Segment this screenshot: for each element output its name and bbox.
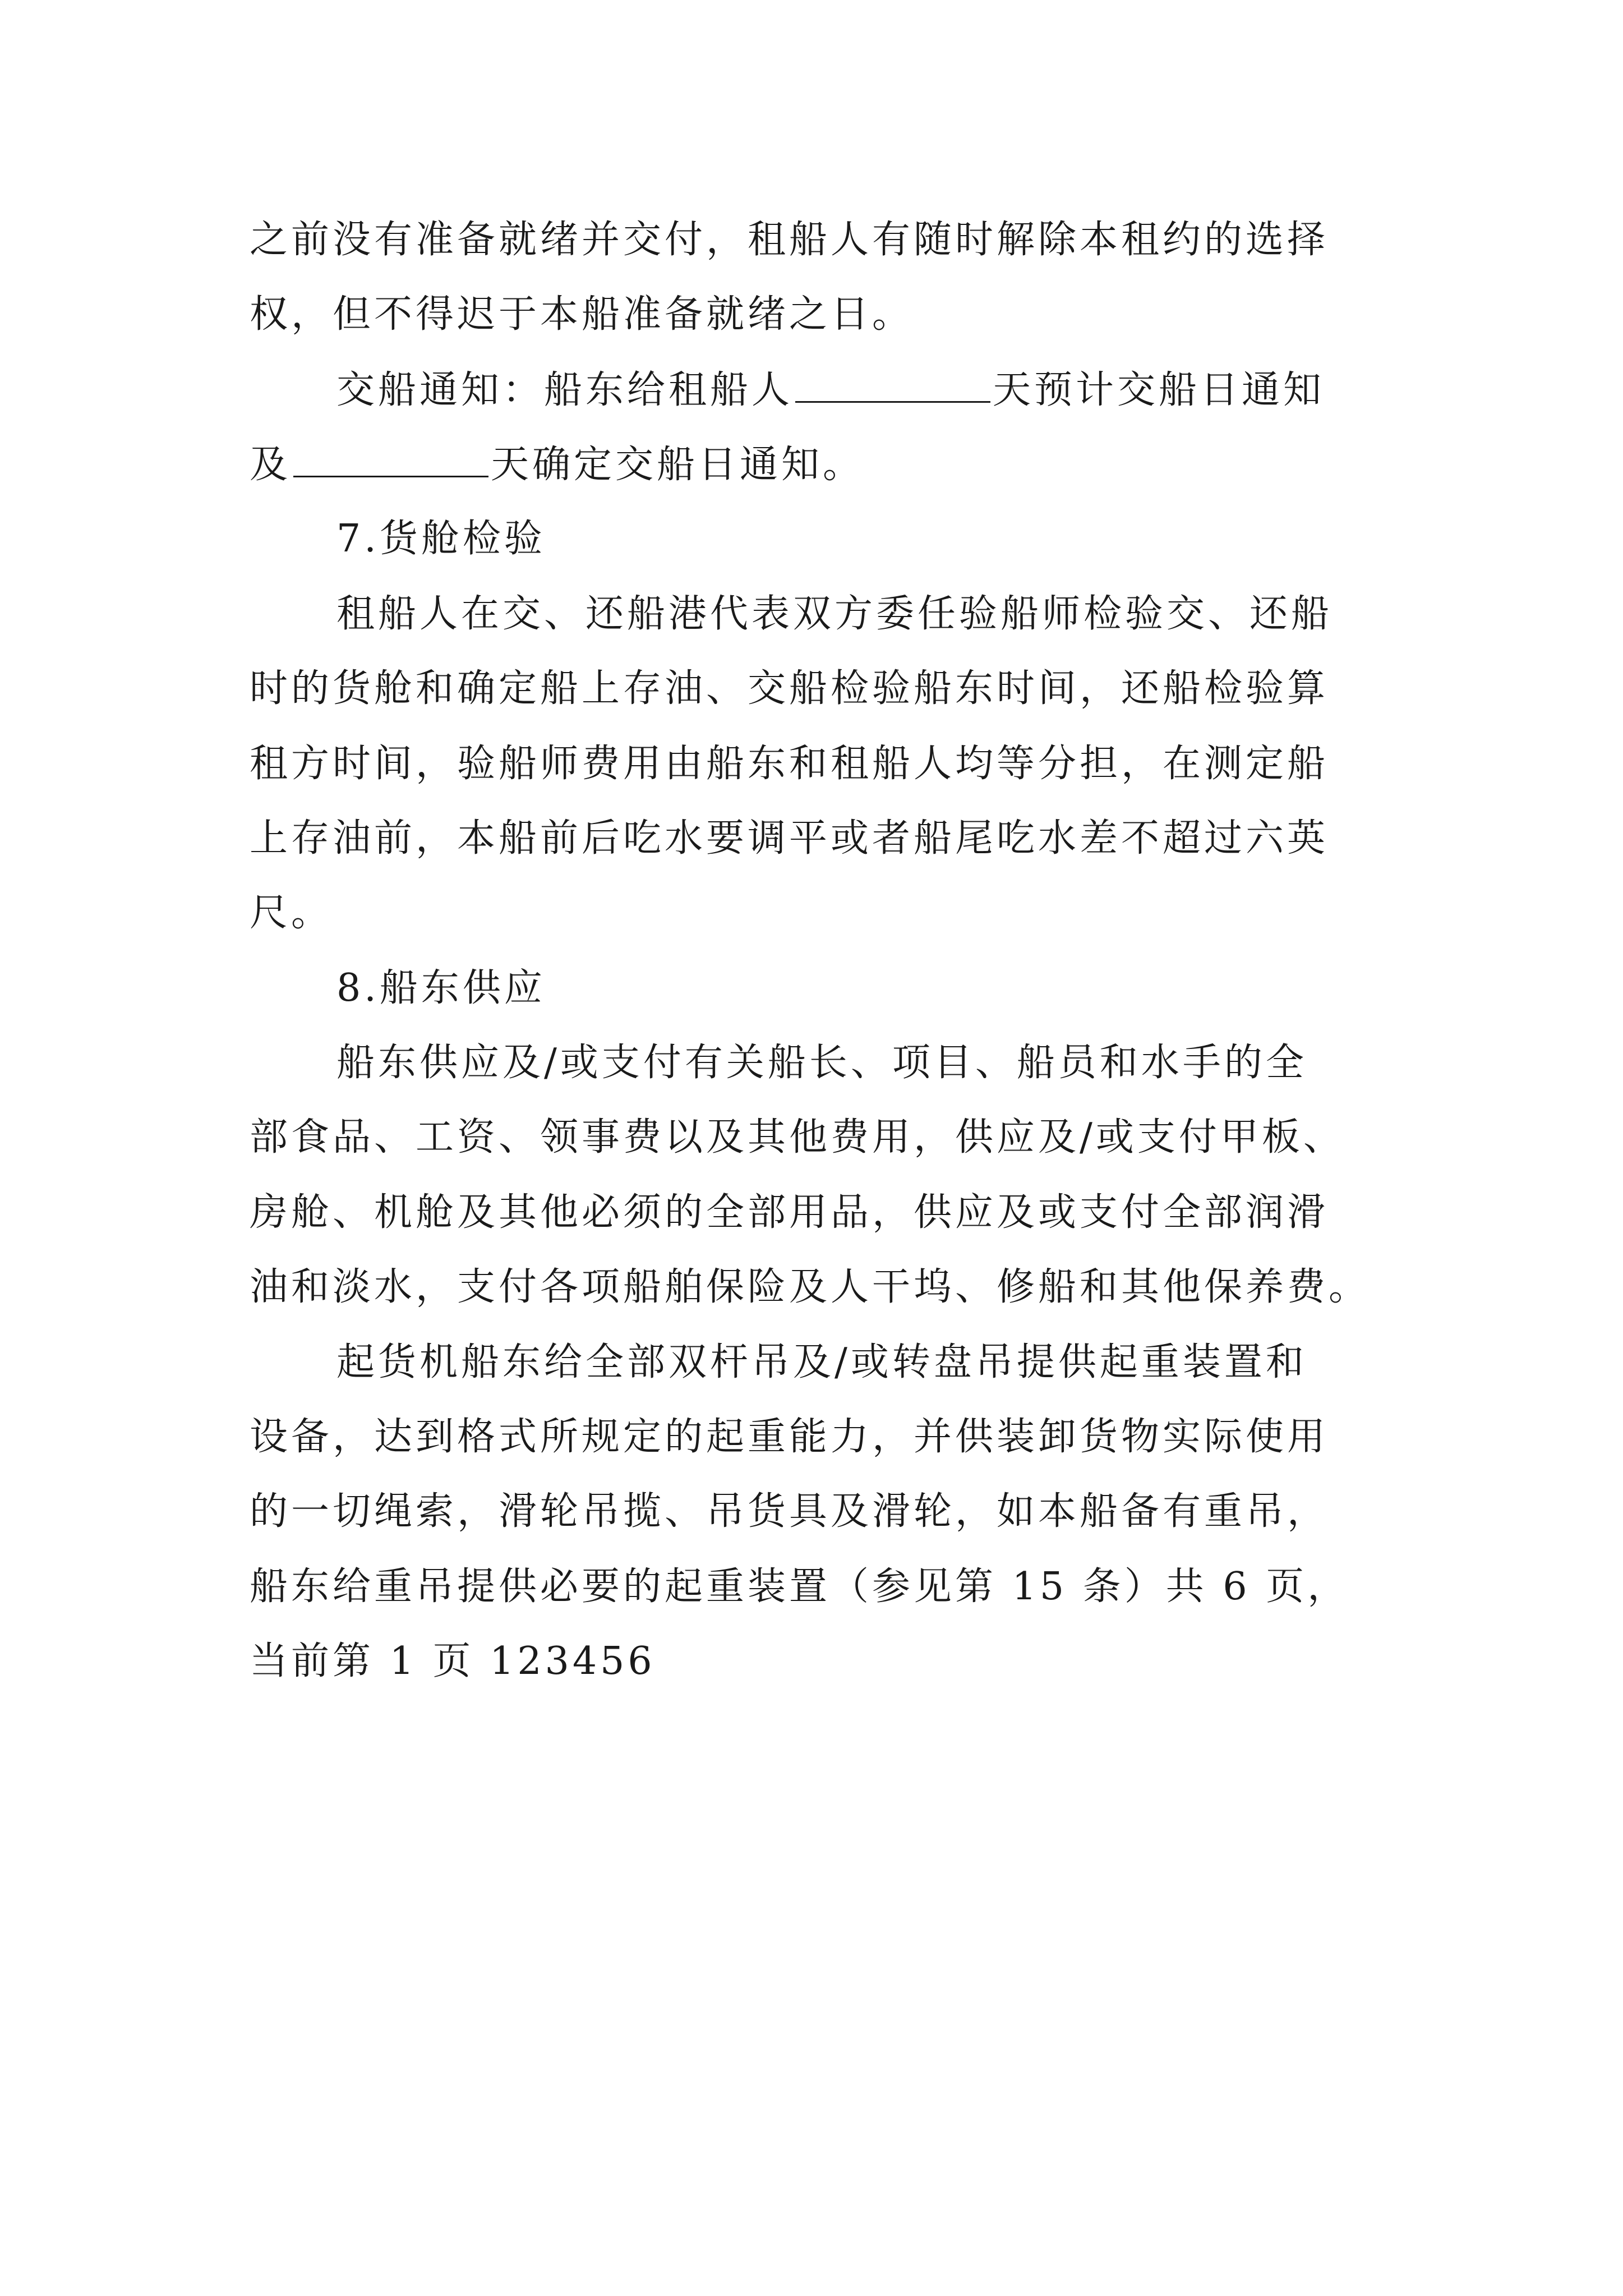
text-line: 之前没有准备就绪并交付，租船人有随时解除本租约的选择: [250, 218, 1329, 262]
section-heading: 7.货舱检验: [336, 517, 546, 561]
delivery-notice-line: [336, 367, 1325, 412]
text-line: 房舱、机舱及其他必须的全部用品，供应及或支付全部润滑: [250, 1190, 1329, 1235]
text-line: 船东供应及/或支付有关船长、项目、船员和水手的全: [336, 1041, 1307, 1085]
text-segment: 交船通知：船东给租船人: [336, 368, 794, 412]
delivery-notice-line: [250, 442, 864, 487]
fill-in-blank[interactable]: [293, 442, 488, 477]
text-line: 权，但不得迟于本船准备就绪之日。: [250, 292, 914, 337]
text-segment: 天确定交船日通知。: [491, 443, 865, 487]
text-line: 油和淡水，支付各项船舶保险及人干坞、修船和其他保养费。: [250, 1265, 1371, 1309]
text-segment: 天预计交船日通知: [993, 368, 1325, 412]
fill-in-blank[interactable]: [795, 367, 990, 403]
text-line: 上存油前，本船前后吃水要调平或者船尾吃水差不超过六英: [250, 816, 1329, 861]
text-line: 船东给重吊提供必要的起重装置（参见第 15 条）共 6 页，: [250, 1565, 1349, 1609]
text-line: 时的货舱和确定船上存油、交船检验船东时间，还船检验算: [250, 666, 1329, 711]
text-line: 部食品、工资、领事费以及其他费用，供应及/或支付甲板、: [250, 1115, 1345, 1159]
text-line: 租方时间，验船师费用由船东和租船人均等分担，在测定船: [250, 742, 1329, 786]
text-line: 租船人在交、还船港代表双方委任验船师检验交、还船: [336, 592, 1333, 636]
text-line: 起货机船东给全部双杆吊及/或转盘吊提供起重装置和: [336, 1340, 1307, 1384]
page-footer-text: 当前第 1 页 123456: [250, 1639, 656, 1683]
text-line: 的一切绳索，滑轮吊揽、吊货具及滑轮，如本船备有重吊，: [250, 1489, 1329, 1534]
text-line: 尺。: [250, 891, 333, 935]
text-line: 设备，达到格式所规定的起重能力，并供装卸货物实际使用: [250, 1415, 1329, 1459]
text-segment: 及: [250, 443, 292, 487]
section-heading: 8.船东供应: [336, 966, 546, 1010]
